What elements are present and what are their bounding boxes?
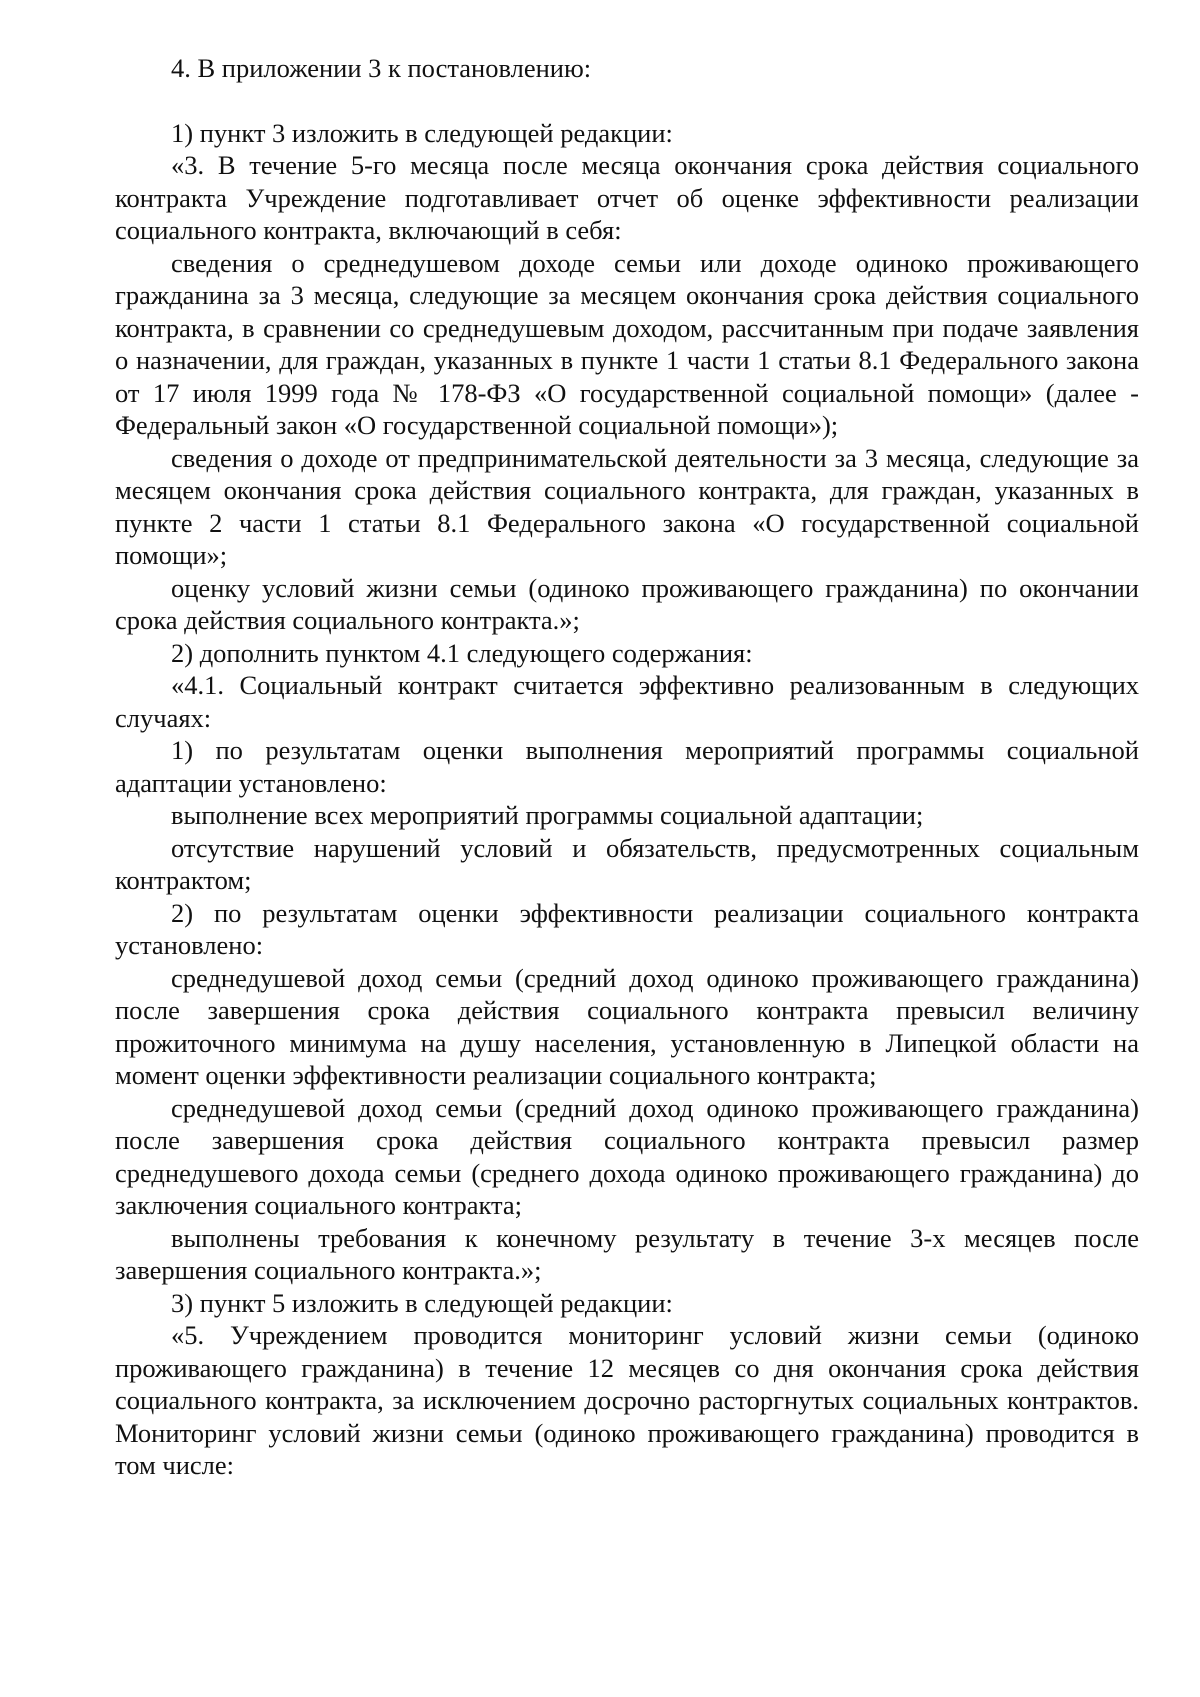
paragraph-no-violations: отсутствие нарушений условий и обязательств, предусмотренных социальным контрактом; xyxy=(115,832,1139,895)
paragraph-5-text: «5. Учреждением проводится мониторинг условий жизни семьи (одиноко проживающего гражданина) в течение 12 месяцев со дня окончания срока действия социального контракта, за исключением досрочно расторгнутых социальных контрактов. Мониторинг условий жизни семьи (одиноко проживающего гражданина) проводится в том числе: xyxy=(115,1320,1139,1480)
paragraph-4-1-text: «4.1. Социальный контракт считается эффективно реализованным в следующих случаях: xyxy=(115,670,1139,733)
paragraph-3-text: «3. В течение 5-го месяца после месяца окончания срока действия социального контракта Учреждение подготавливает отчет об оценке эффективности реализации социального контракта, включающий в себя: xyxy=(115,150,1139,245)
item-2-heading: 2) дополнить пунктом 4.1 следующего содержания: xyxy=(171,637,753,668)
paragraph-income-exceeds-minimum: среднедушевой доход семьи (средний доход одиноко проживающего гражданина) после завершения срока действия социального контракта превысил величину прожиточного минимума на душу населения, установленную в Липецкой области на момент оценки эффективности реализации социального контракта; xyxy=(115,962,1139,1090)
paragraph-income-info: сведения о среднедушевом доходе семьи или доходе одиноко проживающего гражданина за 3 месяца, следующие за месяцем окончания срока действия социального контракта, в сравнении со среднедушевым доходом, рассчитанным при подаче заявления о назначении, для граждан, указанных в пункте 1 части 1 статьи 8.1 Федерального закона от 17 июля 1999 года № 178-ФЗ «О государственной социальной помощи» (далее - Федеральный закон «О государственной социальной помощи»); xyxy=(115,247,1139,440)
paragraph-final-result: выполнены требования к конечному результату в течение 3-х месяцев после завершения социального контракта.»; xyxy=(115,1222,1139,1285)
section-heading: 4. В приложении 3 к постановлению: xyxy=(171,53,592,83)
item-3-heading: 3) пункт 5 изложить в следующей редакции: xyxy=(171,1287,673,1318)
item-1-heading: 1) пункт 3 изложить в следующей редакции: xyxy=(171,117,673,148)
paragraph-all-measures: выполнение всех мероприятий программы социальной адаптации; xyxy=(171,800,924,830)
paragraph-income-exceeds-previous: среднедушевой доход семьи (средний доход одиноко проживающего гражданина) после завершения срока действия социального контракта превысил размер среднедушевого дохода семьи (среднего дохода одиноко проживающего гражданина) до заключения социального контракта; xyxy=(115,1092,1139,1220)
paragraph-adaptation-result: 1) по результатам оценки выполнения мероприятий программы социальной адаптации установлено: xyxy=(115,735,1139,798)
document-page xyxy=(115,52,1139,1482)
paragraph-business-income: сведения о доходе от предпринимательской деятельности за 3 месяца, следующие за месяцем окончания срока действия социального контракта, для граждан, указанных в пункте 2 части 1 статьи 8.1 Федерального закона «О государственной социальной помощи»; xyxy=(115,442,1139,570)
paragraph-efficiency-result: 2) по результатам оценки эффективности реализации социального контракта установлено: xyxy=(115,897,1139,960)
paragraph-living-conditions: оценку условий жизни семьи (одиноко проживающего гражданина) по окончании срока действия социального контракта.»; xyxy=(115,572,1139,635)
